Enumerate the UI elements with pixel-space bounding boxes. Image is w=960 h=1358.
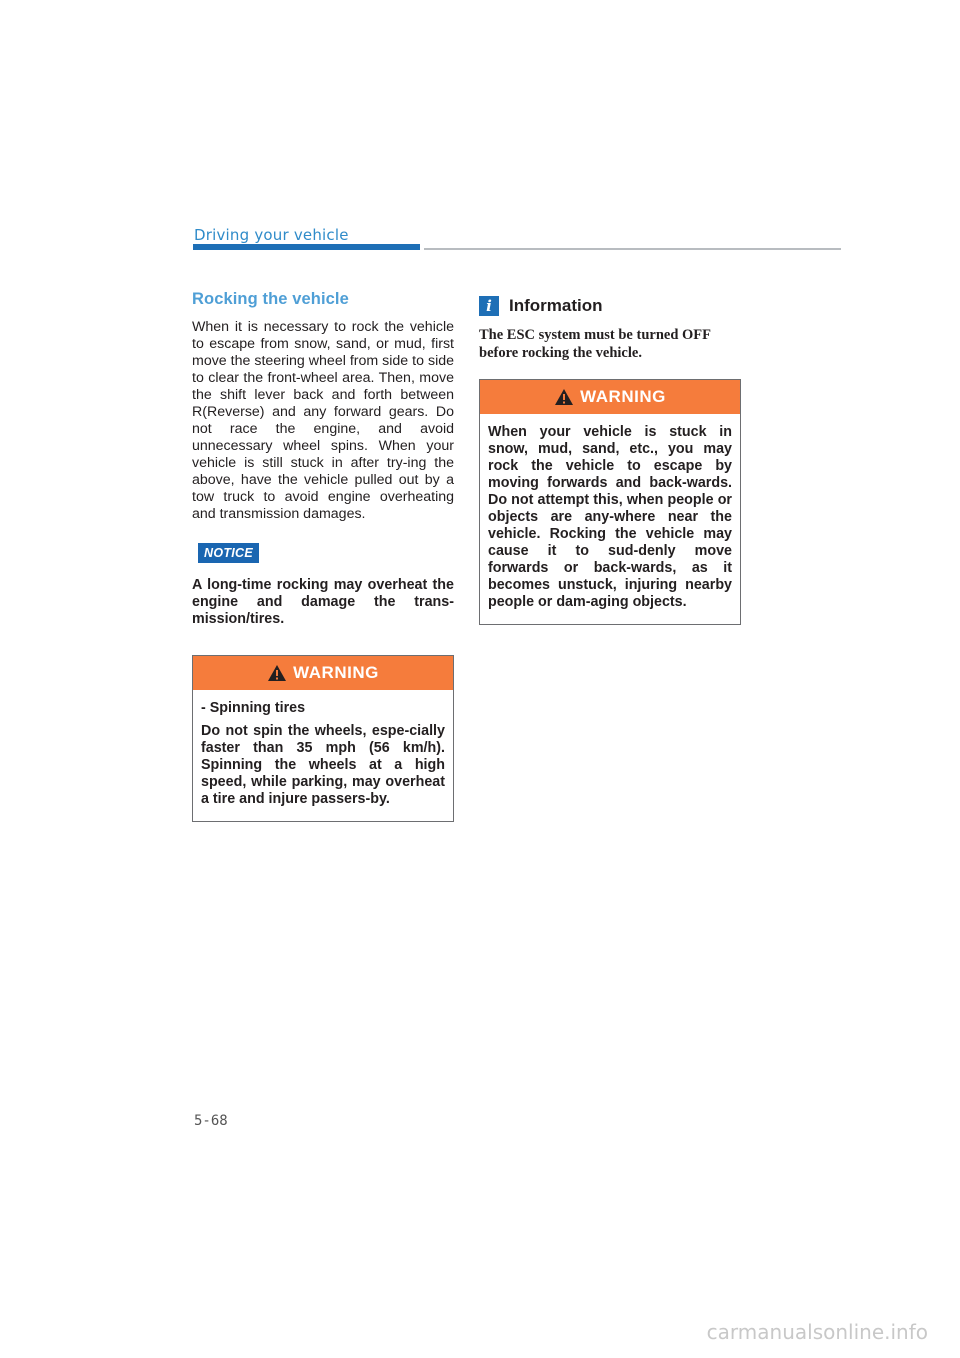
header-accent-bar (193, 244, 420, 250)
information-title: Information (509, 296, 603, 315)
warning-item-text: Do not spin the wheels, espe-cially faster than 35 mph (56 km/h). Spinning the wheels at a high speed, while parking, may overheat a tire and injure passers-by. (201, 723, 445, 807)
warning-title: WARNING (293, 663, 379, 682)
left-column (192, 290, 454, 822)
section-header-label: Driving your vehicle (194, 226, 349, 244)
warning-triangle-icon (554, 388, 574, 406)
warning-title: WARNING (580, 387, 666, 406)
warning-text: When your vehicle is stuck in snow, mud, sand, etc., you may rock the vehicle to escape by moving forwards and back-wards. Do not attempt this, when people or objects are any-where near the vehicle. Rocking the vehicle may cause it to sud-denly move forwards or back-wards, as it becomes unstuck, injuring nearby people or dam-aging objects. (488, 424, 732, 610)
page-number: 5-68 (194, 1113, 228, 1129)
information-text: The ESC system must be turned OFF before rocking the vehicle. (479, 327, 711, 361)
warning-body (193, 690, 453, 821)
notice-badge: NOTICE (198, 543, 259, 563)
warning-header (193, 656, 453, 690)
info-icon: i (479, 296, 499, 316)
warning-item-title: - Spinning tires (201, 700, 306, 716)
watermark: carmanualsonline.info (706, 1320, 928, 1344)
warning-header (480, 380, 740, 414)
information-header (479, 296, 741, 316)
right-column (479, 296, 741, 625)
warning-triangle-icon (267, 664, 287, 682)
warning-body (480, 414, 740, 624)
notice-text: A long-time rocking may overheat the engine and damage the trans-mission/tires. (192, 577, 454, 627)
section-body: When it is necessary to rock the vehicle to escape from snow, sand, or mud, first move the steering wheel from side to side to clear the front-wheel area. Then, move the shift lever back and forth between R(Reverse) and any forward gears. Do not race the engine, and avoid unnecessary wheel spins. When your vehicle is still stuck in after try-ing the above, have the vehicle pulled out by a tow truck to avoid engine overheating and transmission damages. (192, 319, 454, 522)
warning-box-spinning-tires (192, 655, 454, 822)
section-title: Rocking the vehicle (192, 290, 349, 308)
header-rule (424, 248, 841, 250)
warning-box-stuck-vehicle (479, 379, 741, 625)
